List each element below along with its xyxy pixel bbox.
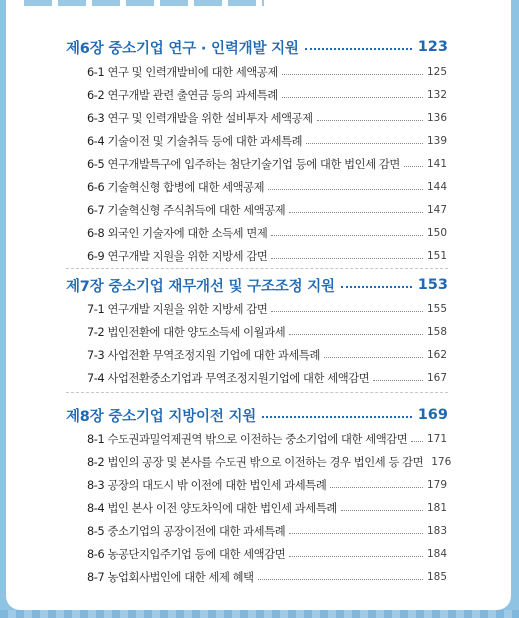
section-entry[interactable] bbox=[87, 87, 447, 103]
section-page: 141 bbox=[426, 158, 447, 170]
section-entry[interactable] bbox=[87, 523, 447, 539]
section-entry[interactable] bbox=[87, 301, 447, 317]
chapter-divider bbox=[66, 392, 448, 393]
leader-dots bbox=[271, 235, 423, 236]
section-entry[interactable] bbox=[87, 225, 447, 241]
leader-dots bbox=[289, 334, 423, 335]
section-title: 6-5 연구개발특구에 입주하는 첨단기술기업 등에 대한 법인세 감면 bbox=[87, 158, 400, 171]
section-entry[interactable] bbox=[87, 110, 447, 126]
leader-dots bbox=[324, 357, 423, 358]
section-title: 8-6 농공단지입주기업 등에 대한 세액감면 bbox=[87, 548, 286, 561]
leader-dots bbox=[289, 212, 423, 213]
section-page: 171 bbox=[426, 433, 447, 445]
toc-page bbox=[6, 0, 511, 610]
chapter-page: 123 bbox=[417, 39, 448, 55]
section-entry[interactable] bbox=[87, 156, 447, 172]
section-entry[interactable] bbox=[87, 546, 447, 562]
section-entry[interactable] bbox=[87, 133, 447, 149]
leader-dots bbox=[258, 579, 423, 580]
leader-dots bbox=[317, 120, 423, 121]
section-page: 155 bbox=[426, 303, 447, 315]
section-title: 6-3 연구 및 인력개발을 위한 설비투자 세액공제 bbox=[87, 112, 313, 125]
section-page: 162 bbox=[426, 349, 447, 361]
chapter-6-entry[interactable] bbox=[66, 37, 448, 57]
section-title: 6-8 외국인 기술자에 대한 소득세 면제 bbox=[87, 227, 268, 240]
leader-dots bbox=[289, 556, 423, 557]
leader-dots bbox=[373, 380, 423, 381]
chapter-7-entry[interactable] bbox=[66, 275, 448, 295]
section-page: 185 bbox=[426, 571, 447, 583]
leader-dots bbox=[289, 533, 423, 534]
section-page: 167 bbox=[426, 372, 447, 384]
leader-dots bbox=[404, 166, 423, 167]
section-entry[interactable] bbox=[87, 64, 447, 80]
section-page: 150 bbox=[426, 227, 447, 239]
chapter-8-entry[interactable] bbox=[66, 405, 448, 425]
section-entry[interactable] bbox=[87, 431, 447, 447]
section-page: 176 bbox=[431, 456, 452, 468]
section-title: 7-2 법인전환에 대한 양도소득세 이월과세 bbox=[87, 326, 286, 339]
leader-dots bbox=[271, 311, 423, 312]
section-page: 179 bbox=[426, 479, 447, 491]
section-entry[interactable] bbox=[87, 248, 447, 264]
section-entry[interactable] bbox=[87, 370, 447, 386]
section-entry[interactable] bbox=[87, 202, 447, 218]
leader-dots bbox=[271, 258, 423, 259]
section-title: 7-3 사업전환 무역조정지원 기업에 대한 과세특례 bbox=[87, 349, 320, 362]
chapter-divider bbox=[66, 268, 448, 269]
chapter-title: 제7장 중소기업 재무개선 및 구조조정 지원 bbox=[66, 278, 335, 295]
header-decoration bbox=[24, 0, 264, 9]
section-title: 8-2 법인의 공장 및 본사를 수도권 밖으로 이전하는 경우 법인세 등 감면 bbox=[87, 456, 424, 469]
section-page: 151 bbox=[426, 250, 447, 262]
section-page: 183 bbox=[426, 525, 447, 537]
section-page: 144 bbox=[426, 181, 447, 193]
bottom-border-strip bbox=[0, 610, 519, 618]
section-entry[interactable] bbox=[87, 179, 447, 195]
section-title: 8-1 수도권과밀억제권역 밖으로 이전하는 중소기업에 대한 세액감면 bbox=[87, 433, 408, 446]
section-entry[interactable] bbox=[87, 324, 447, 340]
section-title: 8-3 공장의 대도시 밖 이전에 대한 법인세 과세특례 bbox=[87, 479, 327, 492]
section-entry[interactable] bbox=[87, 347, 447, 363]
section-page: 184 bbox=[426, 548, 447, 560]
chapter-title: 제8장 중소기업 지방이전 지원 bbox=[66, 408, 257, 425]
section-title: 8-5 중소기업의 공장이전에 대한 과세특례 bbox=[87, 525, 286, 538]
section-title: 6-1 연구 및 인력개발비에 대한 세액공제 bbox=[87, 66, 278, 79]
leader-dots bbox=[262, 416, 412, 418]
leader-dots bbox=[306, 143, 423, 144]
leader-dots bbox=[341, 286, 412, 288]
leader-dots bbox=[330, 487, 423, 488]
section-title: 6-6 기술혁신형 합병에 대한 세액공제 bbox=[87, 181, 265, 194]
section-page: 158 bbox=[426, 326, 447, 338]
section-page: 136 bbox=[426, 112, 447, 124]
section-title: 6-2 연구개발 관련 출연금 등의 과세특례 bbox=[87, 89, 278, 102]
section-title: 8-7 농업회사법인에 대한 세제 혜택 bbox=[87, 571, 254, 584]
section-title: 6-7 기술혁신형 주식취득에 대한 세액공제 bbox=[87, 204, 286, 217]
section-page: 132 bbox=[426, 89, 447, 101]
chapter-title: 제6장 중소기업 연구 · 인력개발 지원 bbox=[66, 40, 299, 57]
section-page: 181 bbox=[426, 502, 447, 514]
leader-dots bbox=[282, 97, 423, 98]
leader-dots bbox=[305, 48, 412, 50]
leader-dots bbox=[341, 510, 423, 511]
section-entry[interactable] bbox=[87, 569, 447, 585]
section-title: 7-4 사업전환중소기업과 무역조정지원기업에 대한 세액감면 bbox=[87, 372, 370, 385]
leader-dots bbox=[268, 189, 423, 190]
chapter-page: 153 bbox=[417, 277, 448, 293]
section-entry[interactable] bbox=[87, 454, 452, 470]
section-page: 125 bbox=[426, 66, 447, 78]
section-entry[interactable] bbox=[87, 477, 447, 493]
section-page: 147 bbox=[426, 204, 447, 216]
section-title: 7-1 연구개발 지원을 위한 지방세 감면 bbox=[87, 303, 268, 316]
leader-dots bbox=[411, 441, 423, 442]
section-title: 6-9 연구개발 지원을 위한 지방세 감면 bbox=[87, 250, 268, 263]
chapter-page: 169 bbox=[417, 407, 448, 423]
section-page: 139 bbox=[426, 135, 447, 147]
section-title: 6-4 기술이전 및 기술취득 등에 대한 과세특례 bbox=[87, 135, 303, 148]
section-title: 8-4 법인 본사 이전 양도차익에 대한 법인세 과세특례 bbox=[87, 502, 337, 515]
leader-dots bbox=[282, 74, 423, 75]
section-entry[interactable] bbox=[87, 500, 447, 516]
